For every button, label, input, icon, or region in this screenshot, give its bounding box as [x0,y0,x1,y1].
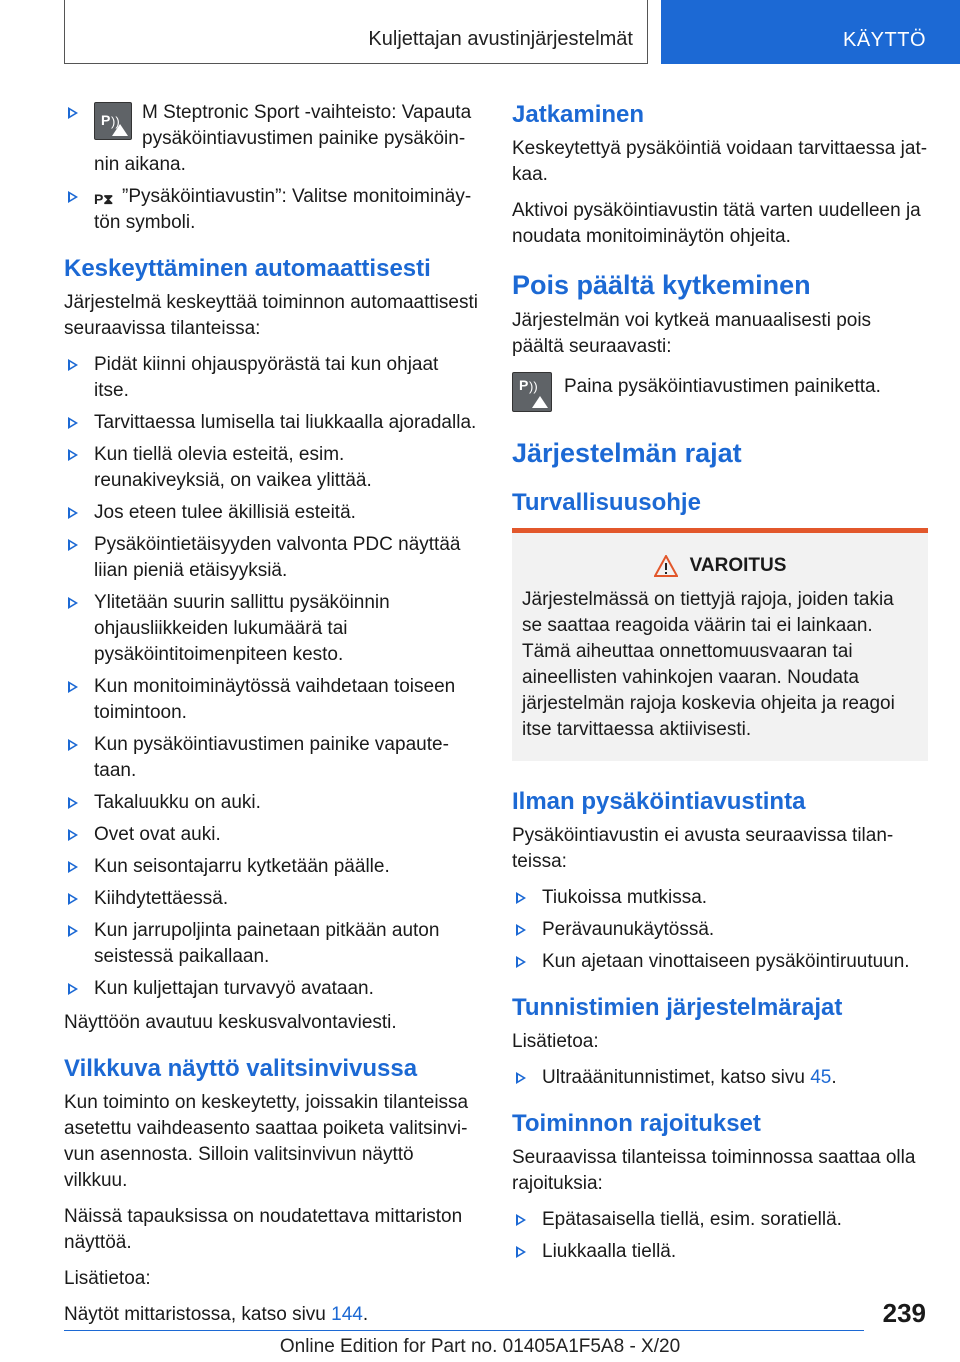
bullet-triangle-icon [68,507,78,519]
restrict-intro: Seuraavissa tilanteissa toiminnossa saattaa olla rajoituksia: [512,1147,916,1194]
heading-without-assistant: Ilman pysäköintiavustinta [512,788,806,815]
list-item: Takaluukku on auki. [64,790,478,816]
warning-box [512,528,928,761]
restrict-list [512,1207,928,1265]
bullet-triangle-icon [68,417,78,429]
blink-more-info: Lisätietoa: [64,1268,151,1289]
list-item: Kun seisontajarru kytketään päälle. [64,854,478,880]
footer-divider [64,1330,864,1331]
sensor-list [512,1065,928,1091]
top-list [64,100,478,236]
bullet-triangle-icon [516,956,526,968]
list-item: Epätasaisella tiellä, esim. soratiellä. [512,1207,928,1233]
heading-auto-cancel: Keskeyttäminen automaattisesti [64,255,431,282]
without-intro: Pysäköintiavustin ei avusta seuraavissa tilanteissa: [512,825,894,872]
page-link-45[interactable]: 45 [810,1067,832,1088]
bullet-triangle-icon [68,107,78,119]
warning-text: Järjestelmässä on tiettyjä rajoja, joiden takia se saattaa reagoida väärin tai ei lainkaan. Tämä aiheuttaa onnettomuusvaaran tai aineellisten vahinkojen vaaran. Noudata järjestelmän rajoja koskevia ohjeita ja reagoi itse tarvittaessa aktiivisesti. [522,589,895,740]
warning-title: VAROITUS [689,555,787,576]
header-section-title [64,0,648,64]
parking-assistant-button-icon: P )) [512,372,552,412]
right-column [512,100,928,1273]
list-item: Kun monitoiminäytössä vaihdetaan toiseen toimintoon. [64,674,478,726]
warning-title-row [522,555,918,577]
bullet-triangle-icon [68,829,78,841]
switch-off-instruction [512,370,928,412]
bullet-triangle-icon [516,924,526,936]
warning-triangle-icon [654,555,678,577]
list-item: Kiihdytettäessä. [64,886,478,912]
page-number: 239 [882,1298,926,1328]
list-item: Pysäköintietäisyyden valvonta PDC näyttää liian pieniä etäisyyksiä. [64,532,478,584]
blink-reference: Näytöt mittaristossa, katso sivu 144. [64,1304,369,1325]
bullet-triangle-icon [68,861,78,873]
switch-off-paragraph: Järjestelmän voi kytkeä manuaalisesti pois päältä seuraavasti: [512,310,872,357]
left-column [64,100,478,1338]
parking-assistant-symbol-icon: P⧗ [94,191,114,207]
list-item: Kun pysäköintiavustimen painike vapautetaan. [64,732,478,784]
heading-continue: Jatkaminen [512,101,645,128]
list-item: Tiukoissa mutkissa. [512,885,928,911]
footer-edition: Online Edition for Part no. 01405A1F5A8 - X/20 [279,1336,681,1357]
heading-function-restrictions: Toiminnon rajoitukset [512,1110,761,1137]
list-item: Pidät kiinni ohjauspyörästä tai kun ohjaat itse. [64,352,478,404]
bullet-triangle-icon [516,892,526,904]
list-item: Kun tiellä olevia esteitä, esim. reunakiveyksiä, on vaikea ylittää. [64,442,478,494]
list-item: Perävaunukäytössä. [512,917,928,943]
page-link-144[interactable]: 144 [331,1304,363,1325]
without-list [512,885,928,975]
blink-paragraph-1: Kun toiminto on keskeytetty, joissakin tilanteissa asetettu vaihdeasento saattaa poiketa valitsinvivun asennosta. Silloin valitsinvivun näyttö vilkkuu. [64,1092,469,1191]
bullet-triangle-icon [516,1246,526,1258]
bullet-triangle-icon [516,1072,526,1084]
list-item: P⧗ ”Pysäköintiavustin”: Valitse monitoiminäytön symboli. [64,184,478,236]
list-item: Ylitetään suurin sallittu pysäköinnin ohjausliikkeiden lukumäärä tai pysäköintitoimenpiteen kesto. [64,590,478,668]
list-item: Ultraäänitunnistimet, katso sivu 45. [512,1065,928,1091]
bullet-triangle-icon [68,449,78,461]
continue-paragraph-2: Aktivoi pysäköintiavustin tätä varten uudelleen ja noudata monitoiminäytön ohjeita. [512,200,921,247]
bullet-triangle-icon [68,893,78,905]
header-tab-label: KÄYTTÖ [842,29,926,51]
bullet-triangle-icon [68,597,78,609]
list-item: Tarvittaessa lumisella tai liukkaalla ajoradalla. [64,410,478,436]
header-tab[interactable] [661,0,960,64]
bullet-triangle-icon [68,983,78,995]
bullet-triangle-icon [68,681,78,693]
list-item: P )) M Steptronic Sport -vaihteisto: Vapauta pysäköintiavustimen painike pysäköinnin aikana. [64,100,478,178]
list-item: Kun kuljettajan turvavyö avataan. [64,976,478,1002]
continue-paragraph-1: Keskeytettyä pysäköintiä voidaan tarvittaessa jatkaa. [512,138,928,185]
bullet-triangle-icon [68,739,78,751]
bullet-triangle-icon [68,191,78,203]
heading-blink: Vilkkuva näyttö valitsinvivussa [64,1055,418,1082]
bullet-triangle-icon [68,797,78,809]
header-section-label: Kuljettajan avustinjärjestelmät [368,28,633,50]
list-item: Kun ajetaan vinottaiseen pysäköintiruutuun. [512,949,928,975]
list-item: Liukkaalla tiellä. [512,1239,928,1265]
bullet-triangle-icon [68,925,78,937]
heading-system-limits: Järjestelmän rajat [512,438,742,468]
auto-cancel-list [64,352,478,1002]
auto-outro: Näyttöön avautuu keskusvalvontaviesti. [64,1012,397,1033]
auto-intro: Järjestelmä keskeyttää toiminnon automaattisesti seuraavissa tilanteissa: [64,292,478,339]
bullet-triangle-icon [68,359,78,371]
heading-safety: Turvallisuusohje [512,489,701,516]
list-item: Ovet ovat auki. [64,822,478,848]
parking-assistant-button-icon: P )) [94,102,132,140]
heading-switch-off: Pois päältä kytkeminen [512,270,811,300]
list-item: Kun jarrupoljinta painetaan pitkään auton seistessä paikallaan. [64,918,478,970]
list-item: Jos eteen tulee äkillisiä esteitä. [64,500,478,526]
sensor-more-info: Lisätietoa: [512,1031,599,1052]
bullet-triangle-icon [68,539,78,551]
blink-paragraph-2: Näissä tapauksissa on noudatettava mittariston näyttöä. [64,1206,463,1253]
heading-sensor-limits: Tunnistimien järjestelmärajat [512,994,843,1021]
switch-off-step: Paina pysäköintiavustimen painiketta. [564,376,881,397]
bullet-triangle-icon [516,1214,526,1226]
